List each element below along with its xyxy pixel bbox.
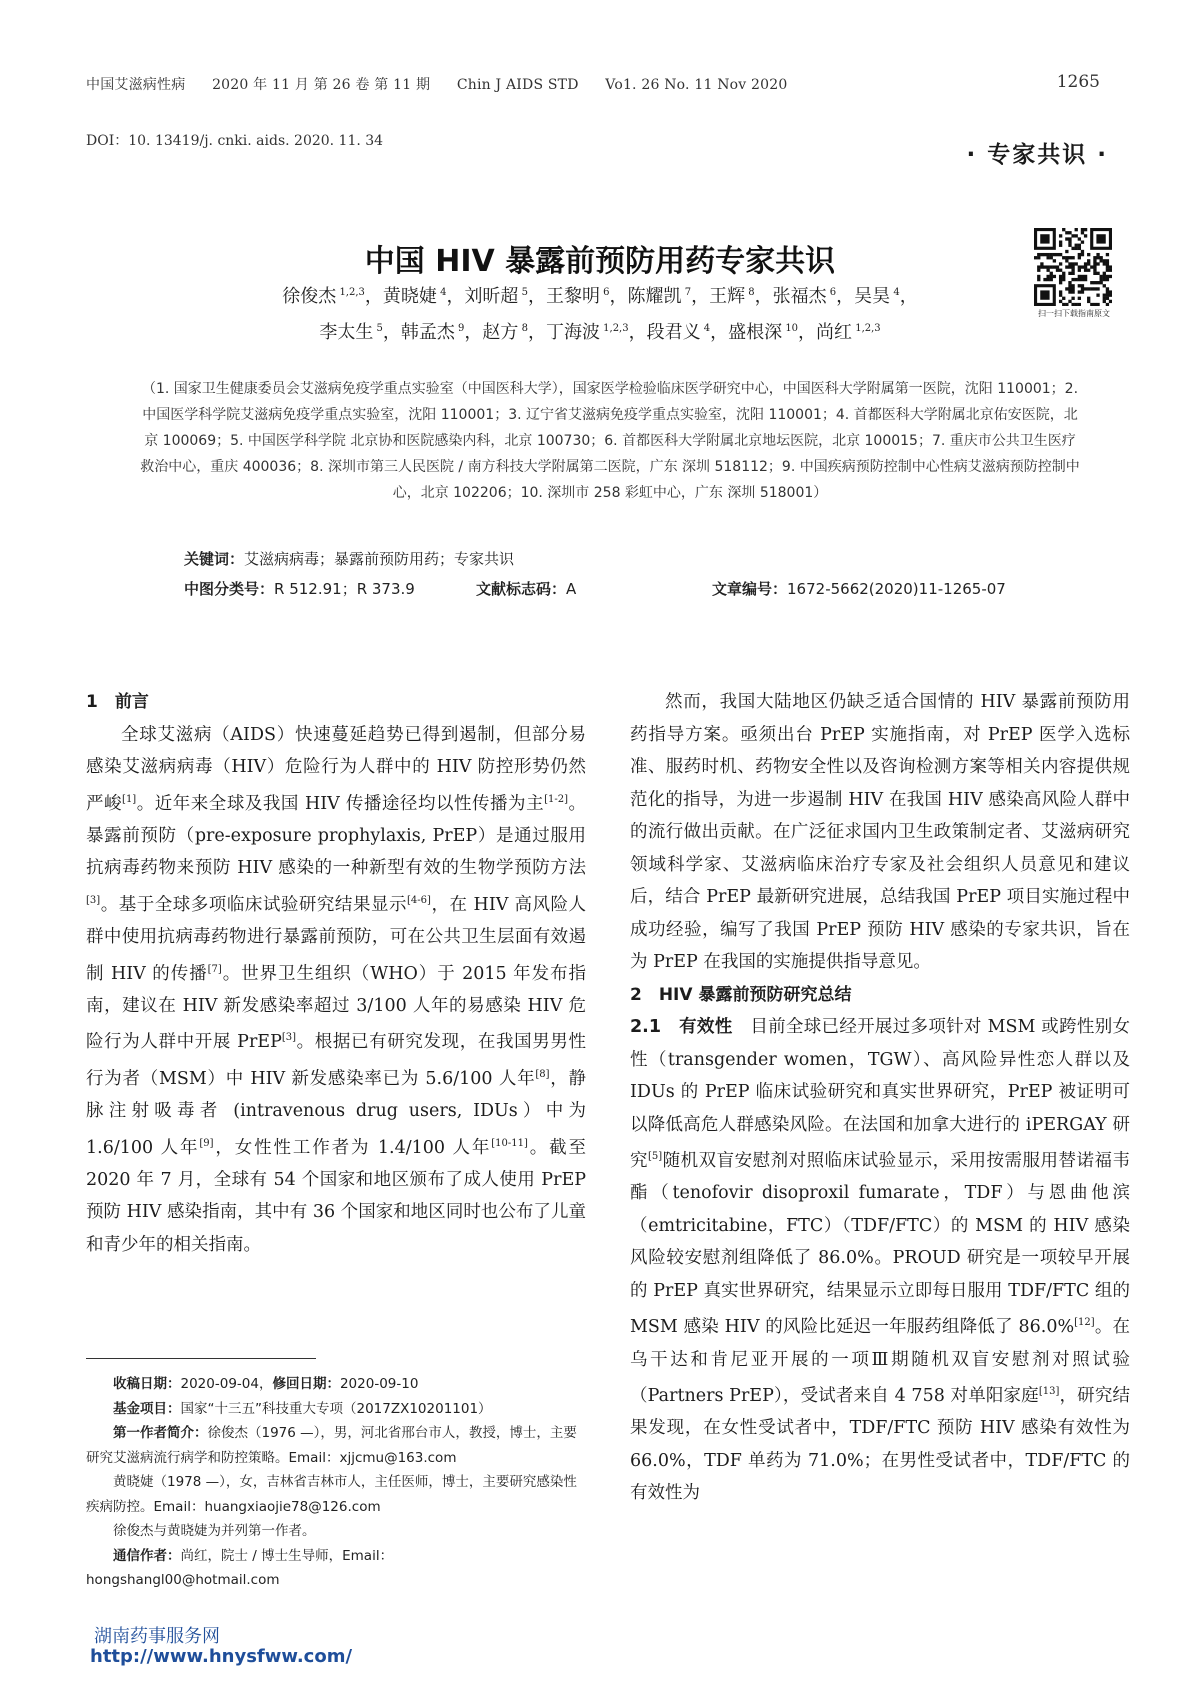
citation-ref[interactable]: [3] bbox=[86, 894, 101, 906]
footnote-co-first: 徐俊杰与黄晓婕为并列第一作者。 bbox=[113, 1523, 316, 1539]
left-column bbox=[86, 686, 586, 1261]
author-name: 段君义 bbox=[646, 322, 701, 343]
author-affiliation-ref: 9 bbox=[454, 323, 465, 334]
author-list-line1: 徐俊杰 $^{1,2,3}$，黄晓婕 $^4$，刘昕超 $^5$，王黎明 $^6$，陈耀凯 $^7$，王辉 $^8$，张福杰 $^6$，吴昊 $^4$， bbox=[282, 286, 918, 307]
footnote-divider bbox=[86, 1358, 316, 1359]
classification-label: 中图分类号： bbox=[184, 580, 275, 598]
author-affiliation-ref: 8 bbox=[518, 323, 528, 334]
doi: DOI：10. 13419/j. cnki. aids. 2020. 11. 34 bbox=[86, 133, 384, 149]
author-name: 赵方 bbox=[482, 322, 519, 343]
author-affiliation-ref: 10 bbox=[782, 323, 799, 334]
keywords-label: 关键词： bbox=[184, 550, 245, 568]
watermark-url[interactable]: http://www.hnysfww.com/ bbox=[90, 1646, 353, 1667]
author-affiliation-ref: 7 bbox=[681, 287, 692, 298]
author-name: 刘昕超 bbox=[464, 286, 519, 307]
author-affiliation-ref: 4 bbox=[700, 323, 711, 334]
citation-ref[interactable]: [12] bbox=[1074, 1317, 1095, 1329]
citation-ref[interactable]: [1] bbox=[122, 793, 137, 805]
author-affiliation-ref: 4 bbox=[890, 287, 900, 298]
footnote-corresponding: 通信作者：尚红，院士 / 博士生导师，Email：hongshangl00@hotmail.com bbox=[86, 1547, 394, 1588]
article-title: 中国 HIV 暴露前预防用药专家共识 bbox=[364, 244, 836, 279]
author-name: 尚红 bbox=[816, 322, 853, 343]
footnote-fund: 基金项目：国家“十三五”科技重大专项（2017ZX10201101） bbox=[113, 1400, 492, 1417]
author-affiliation-ref: 6 bbox=[826, 287, 837, 298]
watermark-site-name: 湖南药事服务网 bbox=[94, 1626, 220, 1647]
subsection-heading-2-1: 2.1 有效性 bbox=[630, 1017, 733, 1037]
citation-ref[interactable]: [9] bbox=[199, 1137, 214, 1149]
citation-ref[interactable]: [8] bbox=[535, 1068, 550, 1080]
author-name: 韩孟杰 bbox=[400, 322, 455, 343]
issue-info-en: Vo1. 26 No. 11 Nov 2020 bbox=[605, 77, 788, 93]
citation-ref[interactable]: [5] bbox=[648, 1151, 663, 1162]
doc-code-value: A bbox=[566, 580, 577, 598]
running-header bbox=[86, 74, 810, 94]
author-name: 盛根深 bbox=[728, 322, 783, 343]
author-name: 王辉 bbox=[709, 286, 746, 307]
article-number bbox=[712, 578, 1006, 599]
author-affiliation-ref: 8 bbox=[745, 287, 755, 298]
article-number-value: 1672-5662(2020)11-1265-07 bbox=[787, 580, 1006, 598]
author-name: 陈耀凯 bbox=[627, 286, 682, 307]
author-affiliation-ref: 5 bbox=[373, 323, 383, 334]
affiliations: （1. 国家卫生健康委员会艾滋病免疫学重点实验室（中国医科大学），国家医学检验临床医学研究中心，中国医科大学附属第一医院，沈阳 110001；2. 中国医学科学院艾滋病免疫学重点实验室，沈阳 110001；3. 辽宁省艾滋病免疫学重点实验室，沈阳 110001；4. 首都医科大学附属北京佑安医院，北京 100069；5. 中国医学科学院 北京协和医院感染内科，北京 100730；6. 首都医科大学附属北京地坛医院，北京 100015；7. 重庆市公共卫生医疗救治中心，重庆 400036；8. 深圳市第三人民医院 / 南方科技大学附属第二医院，广东 深圳 518112；9. 中国疾病预防控制中心性病艾滋病预防控制中心，北京 102206；10. 深圳市 258 彩虹中心，广东 深圳 518001） bbox=[140, 381, 1080, 501]
author-affiliation-ref: 1,2,3 bbox=[852, 323, 881, 334]
paragraph-intro-continued: 然而，我国大陆地区仍缺乏适合国情的 HIV 暴露前预防用药指导方案。亟须出台 PrEP 实施指南，对 PrEP 医学入选标准、服药时机、药物安全性以及咨询检测方案等相关内容提供规范化的指导，为进一步遏制 HIV 在我国 HIV 感染高风险人群中的流行做出贡献。在广泛征求国内卫生政策制定者、艾滋病研究领域科学家、艾滋病临床治疗专家及社会组织人员意见和建议后，结合 PrEP 最新研究进展，总结我国 PrEP 项目实施过程中成功经验，编写了我国 PrEP 预防 HIV 感染的专家共识，旨在为 PrEP 在我国的实施提供指导意见。 bbox=[630, 692, 1130, 972]
author-affiliation-ref: 5 bbox=[518, 287, 528, 298]
section-tag: · 专家共识 · bbox=[966, 142, 1108, 168]
issue-info-cn: 2020 年 11 月 第 26 卷 第 11 期 bbox=[212, 77, 431, 93]
section-heading-1: 1 前言 bbox=[86, 692, 149, 712]
author-name: 丁海波 bbox=[545, 322, 600, 343]
classification bbox=[184, 578, 415, 599]
author-name: 吴昊 bbox=[854, 286, 891, 307]
author-name: 徐俊杰 bbox=[282, 286, 337, 307]
author-name: 黄晓婕 bbox=[382, 286, 437, 307]
author-name: 王黎明 bbox=[545, 286, 600, 307]
keywords-value: 艾滋病病毒；暴露前预防用药；专家共识 bbox=[244, 550, 515, 568]
paragraph-intro: 全球艾滋病（AIDS）快速蔓延趋势已得到遏制，但部分易感染艾滋病病毒（HIV）危险行为人群中的 HIV 防控形势仍然严峻[1]。近年来全球及我国 HIV 传播途径均以性传播为主[1-2]。暴露前预防（pre-exposure prophylaxis, PrEP）是通过服用抗病毒药物来预防 HIV 感染的一种新型有效的生物学预防方法[3]。基于全球多项临床试验研究结果显示[4-6]，在 HIV 高风险人群中使用抗病毒药物进行暴露前预防，可在公共卫生层面有效遏制 HIV 的传播[7]。世界卫生组织（WHO）于 2015 年发布指南，建议在 HIV 新发感染率超过 3/100 人年的易感染 HIV 危险行为人群中开展 PrEP[3]。根据已有研究发现，在我国男男性行为者（MSM）中 HIV 新发感染率已为 5.6/100 人年[8]，静脉注射吸毒者 (intravenous drug users, IDUs）中为 1.6/100 人年[9]，女性性工作者为 1.4/100 人年[10-11]。截至 2020 年 7 月，全球有 54 个国家和地区颁布了成人使用 PrEP 预防 HIV 感染指南，其中有 36 个国家和地区同时也公布了儿童和青少年的相关指南。 bbox=[86, 724, 587, 1255]
author-name: 李太生 bbox=[319, 322, 374, 343]
citation-ref[interactable]: [3] bbox=[281, 1032, 297, 1044]
author-affiliation-ref: 6 bbox=[599, 287, 610, 298]
keywords bbox=[184, 548, 514, 569]
citation-ref[interactable]: [10-11] bbox=[491, 1137, 528, 1149]
doc-code bbox=[476, 578, 576, 599]
author-affiliation-ref: 4 bbox=[436, 287, 447, 298]
footnote-received: 收稿日期：2020-09-04，修回日期：2020-09-10 bbox=[113, 1376, 419, 1392]
author-name: 张福杰 bbox=[772, 286, 827, 307]
citation-ref[interactable]: [13] bbox=[1038, 1386, 1060, 1398]
article-number-label: 文章编号： bbox=[712, 580, 788, 598]
footnotes bbox=[86, 1372, 586, 1593]
journal-name-cn: 中国艾滋病性病 bbox=[86, 77, 186, 93]
author-list-line2: 李太生 $^5$，韩孟杰 $^9$，赵方 $^8$，丁海波 $^{1,2,3}$，段君义 $^4$，盛根深 $^{10}$，尚红 $^{1,2,3}$ bbox=[319, 322, 881, 343]
efficacy-text: 目前全球已经开展过多项针对 MSM 或跨性别女性（transgender women，TGW）、高风险异性恋人群以及 IDUs 的 PrEP 临床试验研究和真实世界研究，PrEP 被证明可以降低高危人群感染风险。在法国和加拿大进行的 iPERGAY 研究[5]随机双盲安慰剂对照临床试验显示，采用按需服用替诺福韦酯（tenofovir disoproxil fumarate，TDF）与恩曲他滨（emtricitabine，FTC）（TDF/FTC）的 MSM 的 HIV 感染风险较安慰剂组降低了 86.0%。PROUD 研究是一项较早开展的 PrEP 真实世界研究，结果显示立即每日服用 TDF/FTC 组的 MSM 感染 HIV 的风险比延迟一年服药组降低了 86.0%[12]。在乌干达和肯尼亚开展的一项Ⅲ期随机双盲安慰剂对照试验（Partners PrEP），受试者来自 4 758 对单阳家庭[13]，研究结果发现，在女性受试者中，TDF/FTC 预防 HIV 感染有效性为 66.0%，TDF 单药为 71.0%；在男性受试者中，TDF/FTC 的有效性为 bbox=[630, 1017, 1131, 1504]
qr-caption: 扫一扫下载指南原文 bbox=[1038, 309, 1110, 318]
citation-ref[interactable]: [1-2] bbox=[544, 793, 568, 805]
section-heading-2: 2 HIV 暴露前预防研究总结 bbox=[630, 984, 852, 1005]
paragraph-efficacy bbox=[630, 1011, 1130, 1510]
right-column bbox=[630, 686, 1130, 1510]
footnote-first-author: 第一作者简介：徐俊杰（1976 —），男，河北省邢台市人，教授，博士，主要研究艾滋病流行病学和防控策略。Email：xjjcmu@163.com bbox=[86, 1425, 577, 1466]
doc-code-label: 文献标志码： bbox=[476, 580, 567, 598]
author-affiliation-ref: 1,2,3 bbox=[336, 287, 365, 298]
footnote-second-author: 黄晓婕（1978 —），女，吉林省吉林市人，主任医师，博士，主要研究感染性疾病防控。Email：huangxiaojie78@126.com bbox=[86, 1474, 577, 1515]
author-affiliation-ref: 1,2,3 bbox=[599, 323, 629, 334]
journal-name-en: Chin J AIDS STD bbox=[456, 77, 579, 93]
page-number: 1265 bbox=[1056, 72, 1100, 92]
classification-value: R 512.91；R 373.9 bbox=[274, 580, 415, 598]
citation-ref[interactable]: [7] bbox=[207, 963, 222, 975]
citation-ref[interactable]: [4-6] bbox=[407, 894, 431, 906]
